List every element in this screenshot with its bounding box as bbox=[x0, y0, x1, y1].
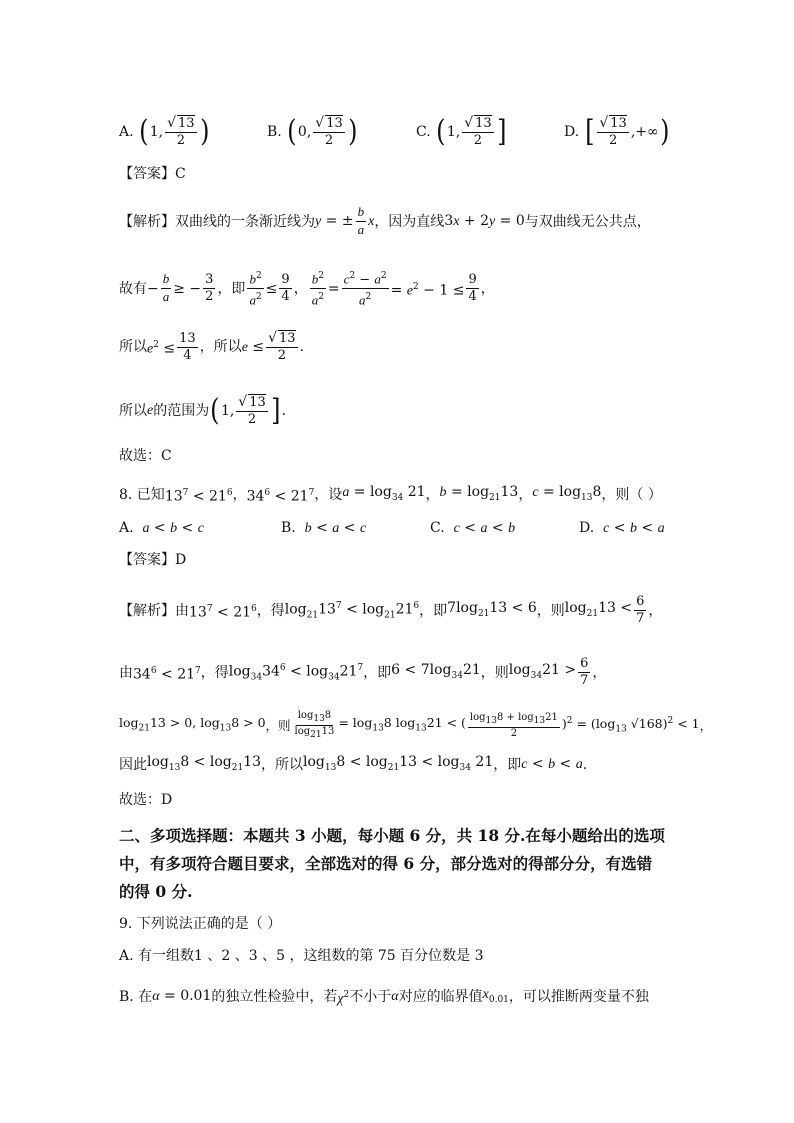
section2-line2: 中，有多项符合题目要求，全部选对的得 6 分，部分选对的得部分分，有选错 bbox=[119, 854, 653, 873]
q8-option-d: D. c < b < a bbox=[579, 520, 665, 536]
q7-option-a: A. (1, $\frac{√ 13}{2}$ ) bbox=[119, 114, 210, 149]
section2-line3: 的得 0 分. bbox=[119, 882, 193, 901]
q8-select: 故选：D bbox=[119, 792, 173, 808]
q7-option-d: D. [ $\frac{√ 13}{2}$ ,+∞) bbox=[564, 114, 670, 149]
q8-analysis-line4: 因此 $\log_{13}8 < \log_{21}13$ ，所以 $\log_{13}8 < \log_{21}13 < \log_{34} 21$ ，即 c < b < a . bbox=[119, 754, 588, 773]
q9-option-a: A. 有一组数1 、2 、3 、5 ，这组数的第 75 百分位数是 3 bbox=[119, 948, 484, 964]
section2-line1: 二、多项选择题：本题共 3 小题，每小题 6 分，共 18 分.在每小题给出的选项 bbox=[119, 826, 665, 845]
q7-analysis-line3: 所以 $e^2$ ≤ $\frac{13}{4}$ ，所以 e ≤ $\frac{√ 13}{2}$ . bbox=[119, 330, 305, 363]
q7-answer: 【答案】C bbox=[119, 166, 186, 182]
q9-option-b: B. 在 α = 0.01 的独立性检验中，若 $\chi^2$ 不小于 α 对应的临界值 $x_{0.01}$ ，可以推断两变量不独 bbox=[119, 987, 649, 1007]
q8-option-b: B. b < a < c bbox=[281, 520, 367, 536]
q7-analysis-line1: 【解析】双曲线的一条渐近线为 y = ± $\frac{b}{a}$ x ，因为直线 3x + 2y = 0 与双曲线无公共点， bbox=[119, 204, 651, 237]
q7-select: 故选：C bbox=[119, 448, 172, 464]
q8-analysis-line1: 【解析】由 $13^7 < 21^6$ ，得 $\log_{21}13^7 < \log_{21}21^6$ ，即 $7\log_{21}13 < 6$ ，则 $\log_{21}13$ < $\frac{6}{7}$ ， bbox=[119, 594, 663, 626]
q8-option-c: C. c < a < b bbox=[430, 520, 516, 536]
q8-analysis-line2: 由 $34^6 < 21^7$ ，得 $\log_{34}34^6 < \log_{34}21^7$ ，即 $6 < 7\log_{34}21$ ，则 $\log_{34}21$ > $\frac{6}{7}$ ， bbox=[119, 656, 607, 688]
q9-stem: 9. 下列说法正确的是（ ） bbox=[119, 916, 282, 932]
q7-analysis-line4: 所以 e 的范围为 ( 1, $\frac{√ 13}{2}$ ] . bbox=[119, 393, 286, 428]
q8-stem: 8. 已知 $13^7 < 21^6$ ， $34^6 < 21^7$ ，设 $a = \log_{34} 21$ ， $b = \log_{21}13$ ， $c = \log_{13}8$ ，则（ ） bbox=[119, 484, 662, 505]
q7-analysis-line2: 故有 − $\frac{b}{a}$ ≥ − $\frac{3}{2}$ ，即 $\frac{b^2}{a^2}$ ≤ $\frac{9}{4}$ ， $\frac{b^2}{a^2}$ = $\frac{c^2 - a^2}{a^2}$ = $e^2 - 1$ ≤ $\frac{9}{4}$ ， bbox=[119, 268, 495, 310]
q8-option-a: A. a < b < c bbox=[119, 520, 204, 536]
q8-answer: 【答案】D bbox=[119, 552, 187, 568]
q8-analysis-line3: $\log_{21}13 > 0$, $\log_{13}8 > 0$ ，则 $\frac{\log_{13}8}{\log_{21}13}$ = $\log_{13}8$ $\log_{13}21$ < ( $\frac{\log_{13}8 + \log_{13}21}{2}$ )$^2 = (\log_{13}$ √168)$^2$ < 1 ， bbox=[119, 710, 713, 740]
q7-option-c: C. (1, $\frac{√ 13}{2}$ ] bbox=[416, 114, 507, 149]
q7-option-b: B. (0, $\frac{√ 13}{2}$ ) bbox=[267, 114, 358, 149]
